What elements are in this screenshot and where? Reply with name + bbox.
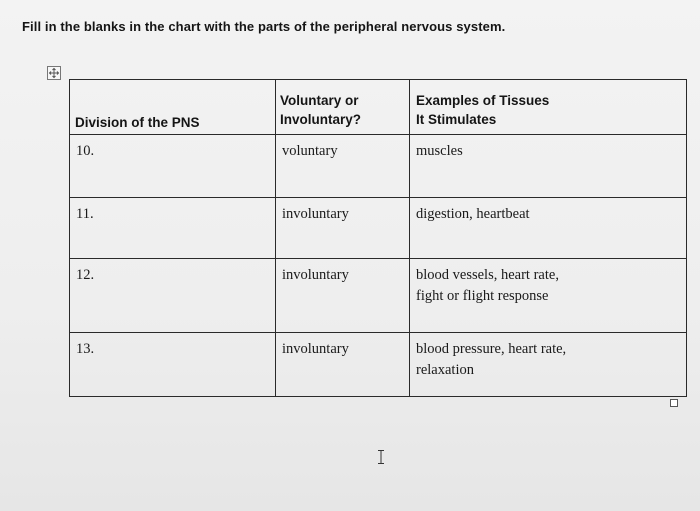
instruction-text: Fill in the blanks in the chart with the parts of the peripheral nervous system. xyxy=(22,19,506,34)
type-value: involuntary xyxy=(282,341,349,357)
header-examples[interactable] xyxy=(410,80,687,135)
division-cell[interactable] xyxy=(70,259,276,333)
table-row xyxy=(70,333,687,397)
type-cell[interactable] xyxy=(276,333,410,397)
type-value: involuntary xyxy=(282,267,349,283)
division-cell[interactable] xyxy=(70,333,276,397)
examples-line: blood pressure, heart rate, xyxy=(416,341,567,357)
header-division-label: Division of the PNS xyxy=(75,115,200,130)
table-row xyxy=(70,259,687,333)
table-resize-icon[interactable] xyxy=(670,399,678,407)
text-cursor-icon xyxy=(376,449,386,468)
type-cell[interactable] xyxy=(276,198,410,259)
examples-line: blood vessels, heart rate, xyxy=(416,267,559,283)
examples-cell[interactable] xyxy=(410,135,687,198)
type-value: voluntary xyxy=(282,143,338,159)
table-move-icon[interactable] xyxy=(47,66,61,80)
header-voluntary-line1: Voluntary or xyxy=(280,93,359,108)
table-header-row xyxy=(70,80,687,135)
division-cell[interactable] xyxy=(70,135,276,198)
type-cell[interactable] xyxy=(276,259,410,333)
header-examples-line1: Examples of Tissues xyxy=(416,93,550,108)
header-voluntary[interactable] xyxy=(276,80,410,135)
division-number: 12. xyxy=(76,267,95,283)
type-cell[interactable] xyxy=(276,135,410,198)
division-cell[interactable] xyxy=(70,198,276,259)
type-value: involuntary xyxy=(282,206,349,222)
header-division[interactable] xyxy=(70,80,276,135)
table-row xyxy=(70,198,687,259)
table-row xyxy=(70,135,687,198)
division-number: 11. xyxy=(76,206,94,222)
pns-table xyxy=(69,79,687,397)
examples-cell[interactable] xyxy=(410,198,687,259)
examples-line: muscles xyxy=(416,143,463,159)
division-number: 13. xyxy=(76,341,95,357)
examples-line: digestion, heartbeat xyxy=(416,206,530,222)
examples-cell[interactable] xyxy=(410,333,687,397)
examples-line: relaxation xyxy=(416,362,474,378)
division-number: 10. xyxy=(76,143,95,159)
examples-cell[interactable] xyxy=(410,259,687,333)
header-examples-line2: It Stimulates xyxy=(416,112,497,127)
examples-line: fight or flight response xyxy=(416,288,549,304)
header-voluntary-line2: Involuntary? xyxy=(280,112,362,127)
